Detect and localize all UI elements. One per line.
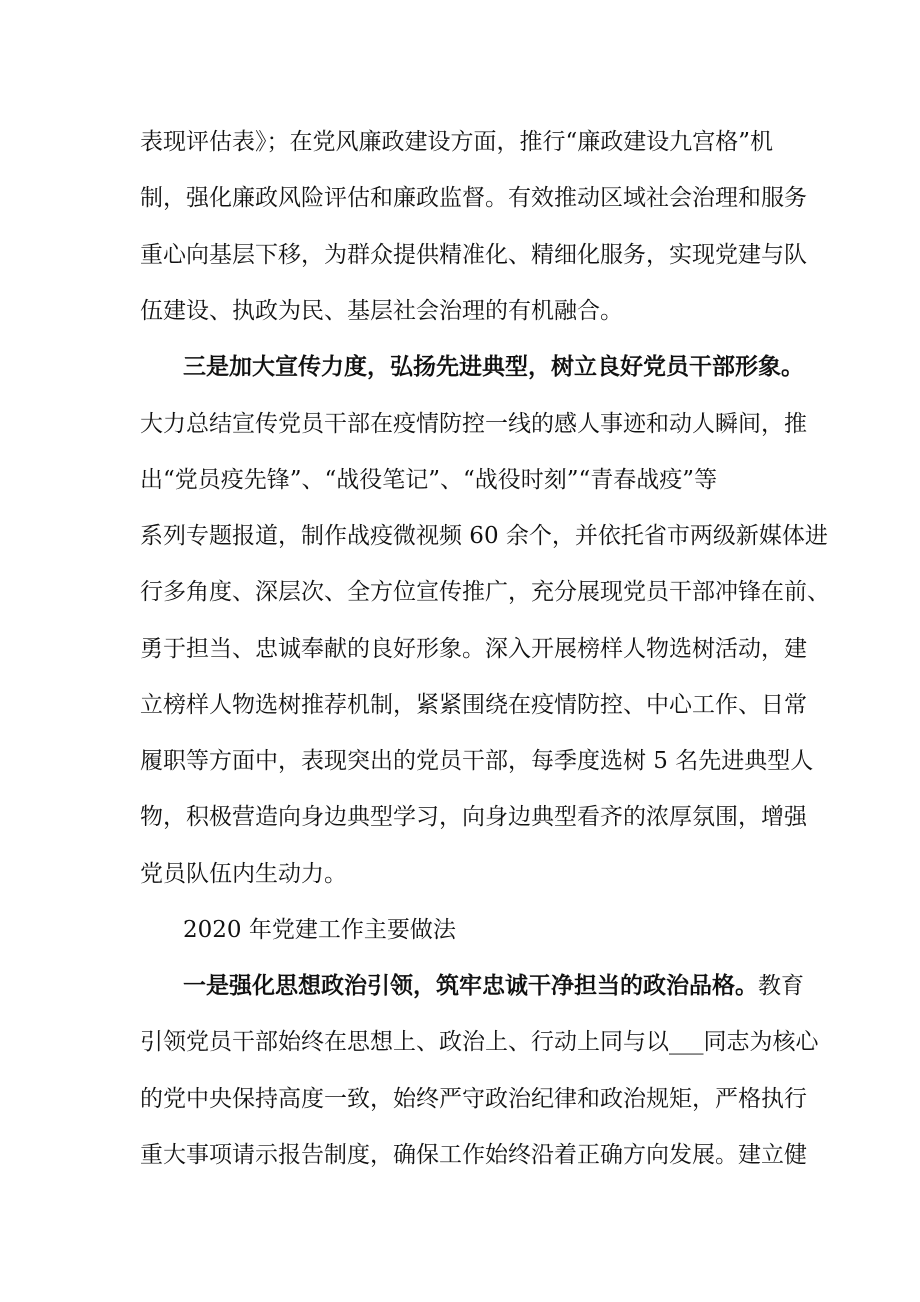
paragraph-line: 勇于担当、忠诚奉献的良好形象。深入开展榜样人物选树活动，建 bbox=[140, 636, 807, 662]
paragraph-line: 伍建设、执政为民、基层社会治理的有机融合。 bbox=[140, 298, 623, 324]
paragraph-line: 行多角度、深层次、全方位宣传推广，充分展现党员干部冲锋在前、 bbox=[140, 579, 830, 605]
paragraph-line: 重大事项请示报告制度，确保工作始终沿着正确方向发展。建立健 bbox=[140, 1142, 807, 1168]
paragraph-line: 出“党员疫先锋”、“战役笔记”、“战役时刻”“青春战疫”等 bbox=[140, 467, 718, 493]
paragraph-line: 系列专题报道，制作战疫微视频 60 余个，并依托省市两级新媒体进 bbox=[140, 523, 828, 549]
paragraph-line: 大力总结宣传党员干部在疫情防控一线的感人事迹和动人瞬间，推 bbox=[140, 411, 807, 437]
section-heading-three: 三是加大宣传力度，弘扬先进典型，树立良好党员干部形象。 bbox=[183, 353, 804, 380]
paragraph-line: 物，积极营造向身边典型学习，向身边典型看齐的浓厚氛围，增强 bbox=[140, 804, 807, 830]
paragraph-line: 立榜样人物选树推荐机制，紧紧围绕在疫情防控、中心工作、日常 bbox=[140, 692, 807, 718]
paragraph-line: 引领党员干部始终在思想上、政治上、行动上同与以___同志为核心 bbox=[140, 1029, 819, 1055]
paragraph-line: 制，强化廉政风险评估和廉政监督。有效推动区域社会治理和服务 bbox=[140, 185, 807, 211]
paragraph-line: 表现评估表》；在党风廉政建设方面，推行“廉政建设九宫格”机 bbox=[140, 129, 774, 155]
section-heading-one: 一是强化思想政治引领，筑牢忠诚干净担当的政治品格。教育 bbox=[183, 972, 804, 999]
paragraph-line: 重心向基层下移，为群众提供精准化、精细化服务，实现党建与队 bbox=[140, 242, 807, 268]
paragraph-line: 的党中央保持高度一致，始终严守政治纪律和政治规矩，严格执行 bbox=[140, 1086, 807, 1112]
section-title-2020: 2020 年党建工作主要做法 bbox=[183, 917, 456, 943]
paragraph-line: 党员队伍内生动力。 bbox=[140, 861, 347, 887]
paragraph-line: 履职等方面中，表现突出的党员干部，每季度选树 5 名先进典型人 bbox=[140, 748, 814, 774]
